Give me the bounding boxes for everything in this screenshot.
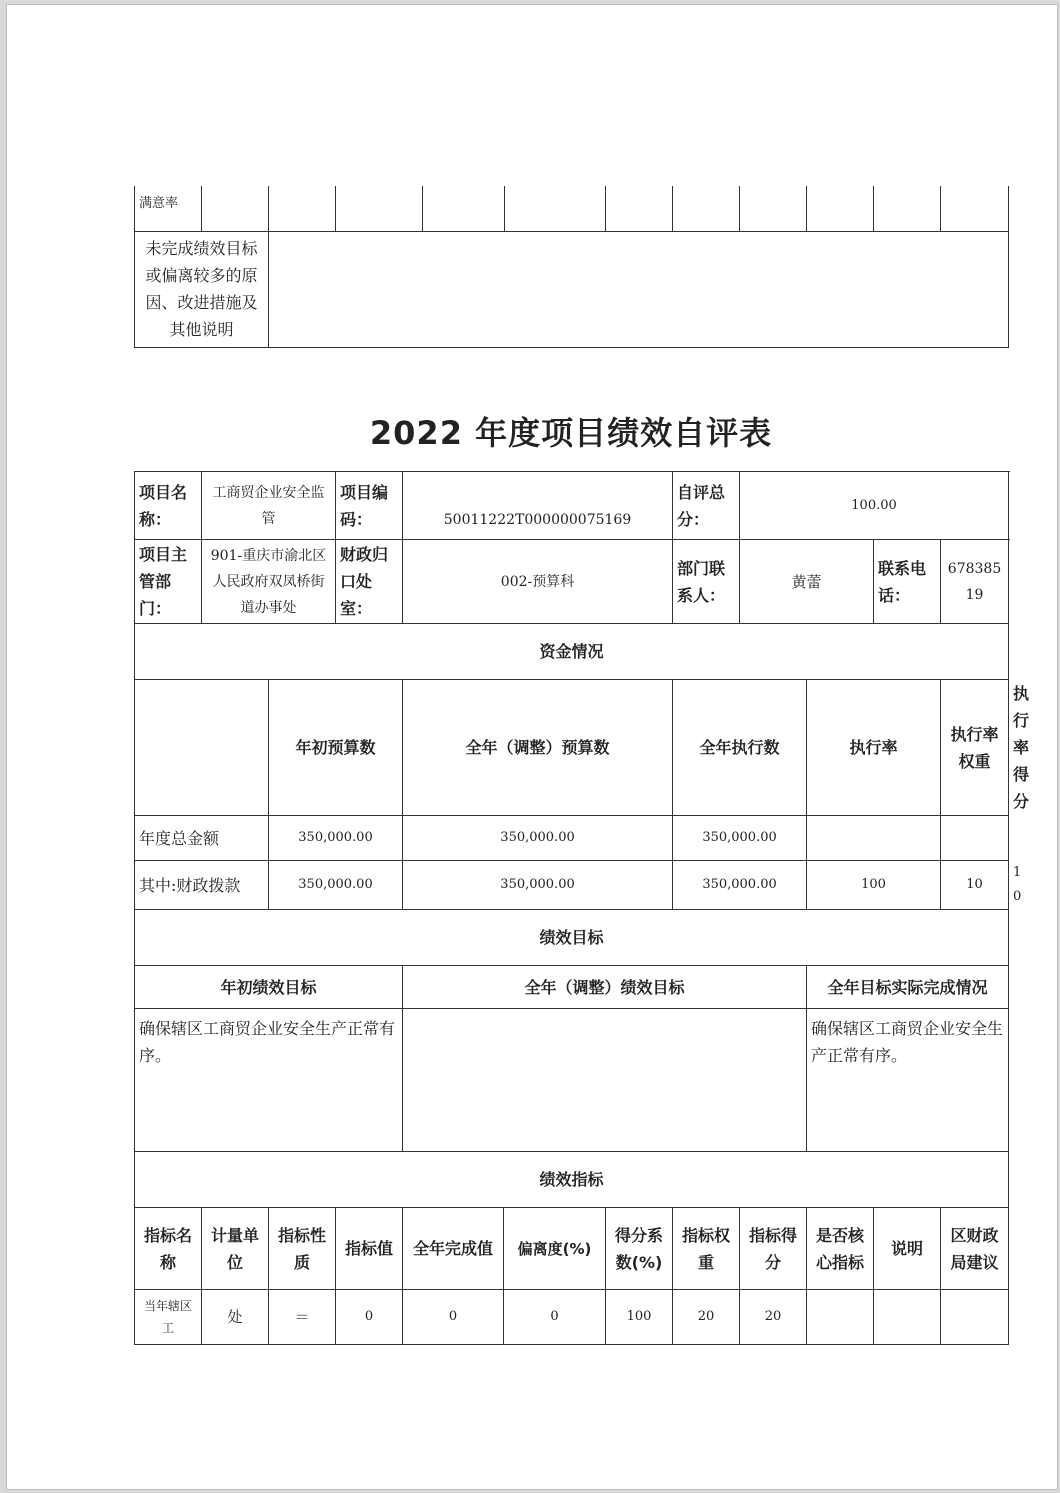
indicator-cell: 0	[336, 1290, 403, 1345]
satisfaction-label: 满意率	[135, 186, 202, 231]
table-cell	[606, 186, 673, 231]
table-cell	[807, 186, 874, 231]
table-cell	[874, 186, 941, 231]
indicator-name-cell: 当年辖区工	[135, 1290, 202, 1345]
indicator-cell: 0	[403, 1290, 504, 1345]
indicator-cell: 0	[504, 1290, 606, 1345]
indicator-cell: ＝	[269, 1290, 336, 1345]
indicator-header: 偏离度(%)	[504, 1208, 606, 1290]
indicator-cell	[874, 1290, 941, 1345]
funds-row-label: 其中:财政拨款	[135, 861, 269, 910]
table-cell	[423, 186, 505, 231]
indicator-cell	[941, 1290, 1009, 1345]
goals-adjusted-value	[403, 1009, 807, 1152]
self-score-value: 100.00	[740, 472, 1009, 540]
indicator-header: 是否核心指标	[807, 1208, 874, 1290]
indicators-section-title: 绩效指标	[135, 1152, 1009, 1208]
table-cell	[336, 186, 423, 231]
phone-label: 联系电话：	[874, 540, 941, 624]
table-cell	[673, 186, 740, 231]
indicator-header: 全年完成值	[403, 1208, 504, 1290]
project-code-label: 项目编码：	[336, 472, 403, 540]
indicator-header: 说明	[874, 1208, 941, 1290]
indicator-header: 指标值	[336, 1208, 403, 1290]
indicator-header: 指标权重	[673, 1208, 740, 1290]
indicator-cell: 20	[673, 1290, 740, 1345]
goals-initial-value: 确保辖区工商贸企业安全生产正常有序。	[135, 1009, 403, 1152]
goals-header-actual: 全年目标实际完成情况	[807, 966, 1009, 1009]
funds-cell: 10	[941, 861, 1009, 910]
indicator-header: 指标性质	[269, 1208, 336, 1290]
funds-cell: 350,000.00	[403, 816, 673, 861]
page-title: 2022 年度项目绩效自评表	[369, 414, 773, 452]
notes-value	[269, 231, 1009, 347]
table-row	[135, 861, 1009, 910]
funds-cell: 100	[807, 861, 941, 910]
self-score-label: 自评总分：	[673, 472, 740, 540]
funds-cell	[807, 816, 941, 861]
funds-cell: 350,000.00	[269, 861, 403, 910]
funds-cell	[941, 816, 1009, 861]
funds-header-executed: 全年执行数	[673, 680, 807, 816]
table-cell	[505, 186, 606, 231]
indicator-header: 计量单位	[202, 1208, 269, 1290]
project-name-label: 项目名称：	[135, 472, 202, 540]
evaluation-table	[134, 471, 1009, 1345]
previous-table-fragment	[134, 186, 1009, 348]
goals-actual-value: 确保辖区工商贸企业安全生产正常有序。	[807, 1009, 1009, 1152]
contact-value: 黄蕾	[740, 540, 874, 624]
funds-section-title: 资金情况	[135, 624, 1009, 680]
funds-header-blank	[135, 680, 269, 816]
funds-header-rate-weight: 执行率权重	[941, 680, 1009, 816]
table-row	[135, 816, 1009, 861]
contact-label: 部门联系人：	[673, 540, 740, 624]
indicator-cell	[807, 1290, 874, 1345]
goals-header-initial: 年初绩效目标	[135, 966, 403, 1009]
finance-office-value: 002-预算科	[403, 540, 673, 624]
funds-cell: 350,000.00	[673, 816, 807, 861]
indicator-header: 得分系数(%)	[606, 1208, 673, 1290]
indicator-header: 指标名称	[135, 1208, 202, 1290]
project-code-value: 50011222T000000075169	[403, 472, 673, 540]
funds-row-label: 年度总金额	[135, 816, 269, 861]
indicator-cell: 20	[740, 1290, 807, 1345]
table-row	[135, 1290, 1009, 1345]
funds-header-execution-rate: 执行率	[807, 680, 941, 816]
phone-value: 67838519	[941, 540, 1009, 624]
funds-cell: 350,000.00	[403, 861, 673, 910]
goals-section-title: 绩效目标	[135, 910, 1009, 966]
table-cell	[269, 186, 336, 231]
notes-label: 未完成绩效目标或偏离较多的原因、改进措施及其他说明	[135, 231, 269, 347]
funds-cell: 350,000.00	[269, 816, 403, 861]
table-cell	[202, 186, 269, 231]
indicator-header: 区财政局建议	[941, 1208, 1009, 1290]
funds-header-initial-budget: 年初预算数	[269, 680, 403, 816]
indicator-header: 指标得分	[740, 1208, 807, 1290]
table-cell	[740, 186, 807, 231]
table-cell	[941, 186, 1009, 231]
funds-cell: 350,000.00	[673, 861, 807, 910]
indicator-cell: 100	[606, 1290, 673, 1345]
department-value: 901-重庆市渝北区人民政府双凤桥街道办事处	[202, 540, 336, 624]
indicator-cell: 处	[202, 1290, 269, 1345]
finance-office-label: 财政归口处室：	[336, 540, 403, 624]
department-label: 项目主管部门：	[135, 540, 202, 624]
project-name-value: 工商贸企业安全监管	[202, 472, 336, 540]
goals-header-adjusted: 全年（调整）绩效目标	[403, 966, 807, 1009]
funds-header-adjusted-budget: 全年（调整）预算数	[403, 680, 673, 816]
